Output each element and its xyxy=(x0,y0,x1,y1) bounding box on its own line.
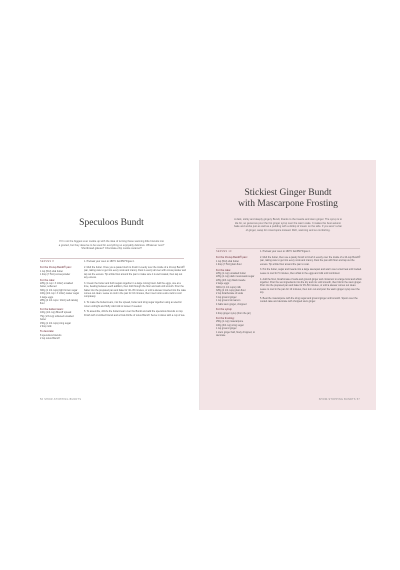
ingredient-item: 285g (2 1/4 cups / 10oz) self-raising flour xyxy=(40,299,79,306)
ingredient-item: 325g (2 1/2 cups) plain flour xyxy=(216,289,246,293)
ingredient-item: 225g (1 cup) unsalted butter xyxy=(216,272,246,276)
method-step: 2. Melt the butter, then use a pastry brush to brush it evenly over the inside of a 10-cup Bundt® pan, taking care to get into every nook and cranny. Dust the pan with flour and tap out the excess. Tip a little flour around the pan to coat. xyxy=(260,255,361,266)
recipe-intro: A dark, sticky and deeply gingery Bundt, thanks to the treacle and stem ginger. The syrup is to die for, so generous pour the hot ginger syrup over the warm cake. It makes the best autumn bake and works just as well as a pudding with a dollop of cream on the side. If you aren’t a fan of ginger, swap for mixed spice instead. Rich, warming and so comforting. xyxy=(234,218,342,233)
page-footer: SHOW-STOPPING BUNDTS 57 xyxy=(318,398,360,401)
ingredient-item: 4 balls stem ginger, chopped xyxy=(216,302,247,306)
recipe-title: Speculoos Bundt xyxy=(79,218,144,228)
method-step: 3. Put the butter, sugar and treacle into a large saucepan and warm over a low heat until melted. Leave to cool for 5 minutes, then whisk in the eggs and milk until combined. xyxy=(260,268,362,275)
ingredient-item: 225g (2/3 cup) black treacle xyxy=(216,278,246,282)
recipe-title xyxy=(200,188,376,209)
book-spread xyxy=(24,160,376,410)
ingredient-item: 300ml (1 1/4 cups) milk xyxy=(216,285,241,289)
divider xyxy=(216,248,360,249)
ingredient-item: 4 tbsp ginger syrup (from the jar) xyxy=(216,311,251,315)
ingredient-item: 2 tsp Lotus Biscoff xyxy=(40,337,60,341)
ingredient-item: 225g (1 cup / 3 1/2oz) unsalted butter, softened xyxy=(40,282,73,289)
ingredient-item: 1 tbsp (7.5ml) cocoa powder xyxy=(40,273,71,277)
divider xyxy=(40,258,184,259)
method-step: 3. Cream the butter and both sugars together in a large mixing bowl. Add the eggs, one at a time, beating between each addition, then fold through the flour and salt until smooth. Pour the batter into the prepared pan and bake for 40–45 minutes, or until a skewer inserted into the cake comes out clean. Leave to cool in the pan for 10 minutes, then invert onto a wire rack to cool completely. xyxy=(84,281,186,299)
ingredient-item: 1 tsp (5ml) vital butter xyxy=(40,269,63,273)
ingredient-section-heading: For the cake: xyxy=(216,268,231,272)
method-step: 1. Preheat your oven to 180°C fan/350°F/gas 4. xyxy=(84,260,135,263)
ingredient-section-heading: For the buttercream: xyxy=(40,307,64,311)
method-step: 5. Beat the mascarpone with the icing sugar and ground ginger until smooth. Spoon over the cooled cake and decorate with chopped stem ginger. xyxy=(260,297,358,304)
page-footer: 56 SHOW-STOPPING BUNDTS xyxy=(40,398,82,401)
method-column xyxy=(260,250,362,306)
ingredient-item: 100g (3/4 cup) icing sugar xyxy=(216,323,244,327)
ingredients-column xyxy=(40,260,80,341)
ingredient-section-heading: For the cake: xyxy=(40,278,55,282)
ingredients-list xyxy=(216,256,256,337)
title-line-1: Stickiest Ginger Bundt xyxy=(244,188,332,198)
method-column xyxy=(84,260,186,320)
method-step: 4. Add the flour, bicarbonate of soda and ground ginger and cinnamon to a large bowl and whisk together. Pour the wet ingredients into the dry and mix until smooth, then fold in the stem ginger. Pour into the prepared pan and bake for 45–50 minutes, or until a skewer comes out clean. Leave to cool in the pan for 10 minutes, then turn out and pour the warm ginger syrup over the top. xyxy=(260,277,362,295)
serves-label: SERVES 8 xyxy=(40,260,55,263)
ingredient-item: 4 large eggs xyxy=(40,295,54,299)
ingredient-item: 75g (1/3 cup) softened unsalted butter xyxy=(40,314,74,322)
ingredient-item: 100g (1/2 cup / 3 1/2oz) caster sugar xyxy=(40,292,80,296)
left-page xyxy=(24,160,200,410)
ingredient-section-heading: For the 10-cup Bundt® pan: xyxy=(216,256,248,260)
ingredient-item: 3 tsp ground ginger xyxy=(216,295,237,299)
ingredient-item: 300g (1 1/2 cups) light brown sugar xyxy=(40,288,78,292)
ingredient-item: 1 stem ginger ball, finely chopped, to decorate xyxy=(216,330,255,337)
ingredient-item: 2 tbsp milk xyxy=(40,324,52,328)
ingredient-item: 2 tsp bicarbonate of soda xyxy=(216,292,243,296)
ingredient-item: 2 large eggs xyxy=(216,282,230,286)
ingredient-item: 225g (1 cup) dark muscovado sugar xyxy=(216,275,255,279)
ingredient-section-heading: For the 10-cup Bundt® pan: xyxy=(40,266,72,270)
right-page xyxy=(200,160,376,410)
recipe-intro: If I’m not the biggest ever cookie up with the idea of turning these warming little biscuits into a grazed, but they deserve to be used for everything so enjoyably delicious. Whatever next? Shortbread gâteau? Chocolate-chip cookie caramel? xyxy=(58,240,165,251)
method-step: 2. Melt the butter. Once you a paste brush to brush it evenly over the inside of a 10-cup Bundt® pan, taking care to get into every nook and cranny. Dust it evenly all over with cocoa powder and tap out the excess. Tip a little flour around the pan to make sure it is well coated, then tap out any excess. xyxy=(84,265,187,280)
ingredient-item: 8 speculoos biscuits xyxy=(40,333,62,337)
method-step: 4. To make the buttercream, mix the spread, butter and icing sugar together using an electric mixer until light and fluffy. Add milk to loosen if needed. xyxy=(84,301,182,308)
ingredient-section-heading: For the frosting: xyxy=(216,316,235,320)
ingredients-column xyxy=(216,250,256,337)
ingredient-section-heading: For the syrup: xyxy=(216,308,233,312)
title-line-2: with Mascarpone Frosting xyxy=(238,198,338,209)
ingredient-item: 1 tsp (5ml) vital butter xyxy=(216,259,239,263)
ingredients-list xyxy=(40,266,80,340)
ingredient-item: 100g (1/4 cup) Biscoff spread xyxy=(40,311,72,315)
ingredient-section-heading: To decorate: xyxy=(40,330,55,334)
ingredient-item: 1 tsp ground ginger xyxy=(216,327,237,331)
method-step: 1. Preheat your oven to 160°C fan/350°F/gas 4. xyxy=(260,250,311,253)
serves-label: SERVES 10 xyxy=(216,250,232,253)
ingredient-item: 1 tbsp (7.5ml) plain flour xyxy=(216,263,242,267)
ingredient-item: 250g (1 cup) mascarpone xyxy=(216,320,244,324)
ingredient-item: 150g (1 1/2 cups) icing sugar xyxy=(40,321,71,325)
method-step: 5. To assemble, drizzle the buttercream over the Bundt and add the speculoos biscuits on top. Finish with crumbled biscuit and a final drizzle of Lotus Biscoff. Serve in slices with a cup of tea. xyxy=(84,310,185,317)
ingredient-item: 1 tsp ground cinnamon xyxy=(216,299,241,303)
